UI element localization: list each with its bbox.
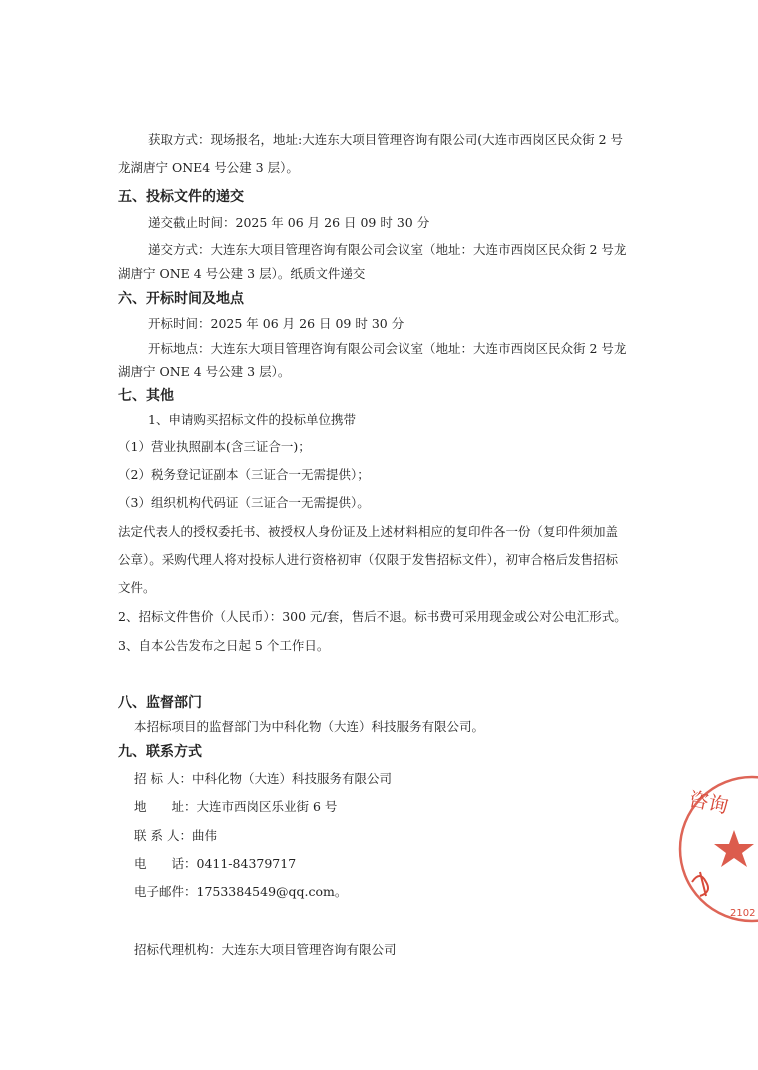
acquisition-method-line-1: 获取方式：现场报名，地址:大连东大项目管理咨询有限公司(大连市西岗区民众街 2 号 bbox=[148, 132, 623, 147]
seal-number: 2102 bbox=[730, 908, 756, 919]
other-paragraph-line-3: 文件。 bbox=[118, 580, 156, 595]
seal-graphic bbox=[672, 764, 758, 934]
contact-agency: 招标代理机构：大连东大项目管理咨询有限公司 bbox=[134, 942, 397, 957]
submission-method-line-2: 湖唐宁 ONE 4 号公建 3 层）。纸质文件递交 bbox=[118, 266, 366, 281]
opening-place-line-1: 开标地点：大连东大项目管理咨询有限公司会议室（地址：大连市西岗区民众街 2 号龙 bbox=[148, 341, 627, 356]
other-sub-1: （1）营业执照副本(含三证合一)； bbox=[118, 439, 311, 454]
opening-time: 开标时间：2025 年 06 月 26 日 09 时 30 分 bbox=[148, 316, 405, 331]
submission-method-line-1: 递交方式：大连东大项目管理咨询有限公司会议室（地址：大连市西岗区民众街 2 号龙 bbox=[148, 242, 627, 257]
section5-heading: 五、投标文件的递交 bbox=[118, 189, 244, 205]
contact-email: 电子邮件：1753384549@qq.com。 bbox=[134, 884, 348, 899]
section7-heading: 七、其他 bbox=[118, 388, 174, 404]
opening-place-line-2: 湖唐宁 ONE 4 号公建 3 层）。 bbox=[118, 364, 291, 379]
other-sub-2: （2）税务登记证副本（三证合一无需提供）； bbox=[118, 467, 370, 482]
other-paragraph-line-1: 法定代表人的授权委托书、被授权人身份证及上述材料相应的复印件各一份（复印件须加盖 bbox=[118, 524, 619, 539]
section6-heading: 六、开标时间及地点 bbox=[118, 291, 244, 307]
other-sub-3: （3）组织机构代码证（三证合一无需提供）。 bbox=[118, 495, 370, 510]
contact-tenderer: 招 标 人：中科化物（大连）科技服务有限公司 bbox=[134, 771, 392, 786]
seal-text-top: 咨询 bbox=[686, 786, 731, 819]
supervision-text: 本招标项目的监督部门为中科化物（大连）科技服务有限公司。 bbox=[134, 719, 485, 734]
section9-heading: 九、联系方式 bbox=[118, 744, 202, 760]
acquisition-method-line-2: 龙湖唐宁 ONE4 号公建 3 层）。 bbox=[118, 160, 299, 175]
section8-heading: 八、监督部门 bbox=[118, 695, 202, 711]
other-item-1: 1、申请购买招标文件的投标单位携带 bbox=[148, 412, 356, 427]
other-item-3: 3、自本公告发布之日起 5 个工作日。 bbox=[118, 638, 330, 653]
contact-phone: 电 话：0411-84379717 bbox=[134, 856, 297, 871]
other-item-2: 2、招标文件售价（人民币）：300 元/套，售后不退。标书费可采用现金或公对公电汇形式。 bbox=[118, 609, 627, 624]
contact-person: 联 系 人：曲伟 bbox=[134, 828, 217, 843]
submission-deadline: 递交截止时间：2025 年 06 月 26 日 09 时 30 分 bbox=[148, 215, 430, 230]
other-paragraph-line-2: 公章）。采购代理人将对投标人进行资格初审（仅限于发售招标文件），初审合格后发售招标 bbox=[118, 552, 619, 567]
contact-address: 地 址：大连市西岗区乐业街 6 号 bbox=[134, 799, 338, 814]
company-seal bbox=[672, 764, 758, 934]
